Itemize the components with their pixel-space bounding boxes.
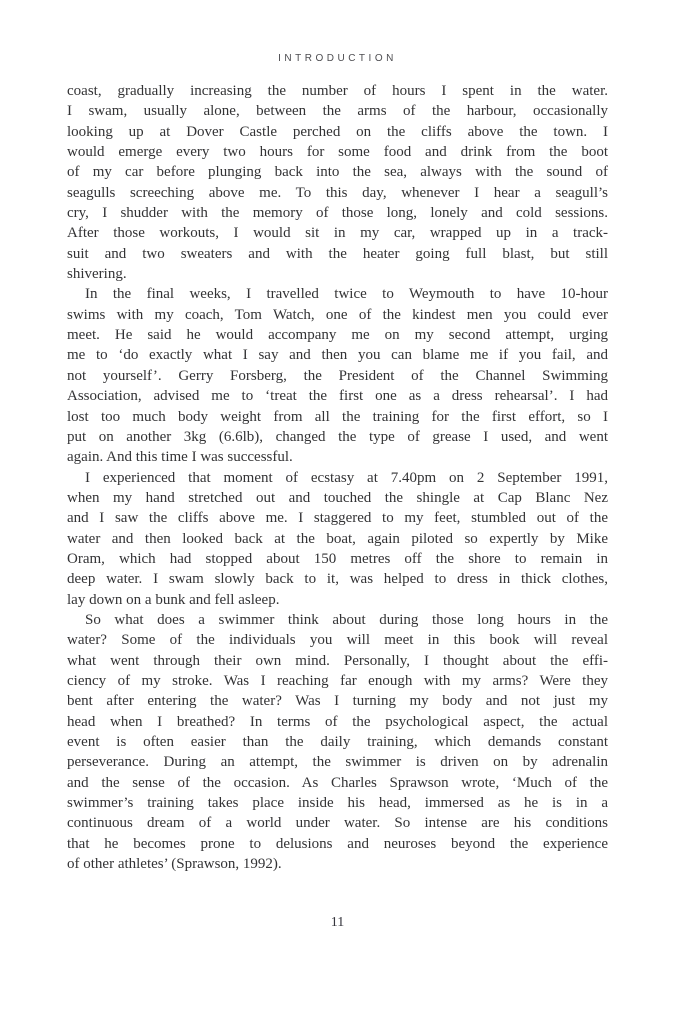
text-line: swims with my coach, Tom Watch, one of the kindest men you could ever	[67, 306, 608, 323]
text-line: deep water. I swam slowly back to it, was helped to dress in thick clothes,	[67, 571, 608, 588]
text-line: would emerge every two hours for some food and drink from the boot	[67, 144, 608, 161]
text-line: lost too much body weight from all the training for the first effort, so I	[67, 408, 608, 425]
text-line: that he becomes prone to delusions and neuroses beyond the experience	[67, 835, 608, 852]
paragraph-2	[67, 284, 608, 467]
paragraph-1	[67, 81, 608, 284]
paragraph-4	[67, 610, 608, 874]
text-line: swimmer’s training takes place inside his head, immersed as he is in a	[67, 795, 608, 812]
text-line: Oram, which had stopped about 150 metres off the shore to remain in	[67, 550, 608, 567]
text-line: what went through their own mind. Personally, I thought about the effi-	[67, 652, 608, 669]
text-line: of other athletes’ (Sprawson, 1992).	[67, 856, 282, 873]
text-line: perseverance. During an attempt, the swimmer is driven on by adrenalin	[67, 754, 608, 771]
text-line: shivering.	[67, 266, 127, 283]
text-line: I swam, usually alone, between the arms of the harbour, occasionally	[67, 103, 608, 120]
text-line: put on another 3kg (6.6lb), changed the type of grease I used, and went	[67, 428, 608, 445]
text-line: continuous dream of a world under water. So intense are his conditions	[67, 815, 608, 832]
text-line: not yourself’. Gerry Forsberg, the President of the Channel Swimming	[67, 367, 608, 384]
text-line: and I saw the cliffs above me. I staggered to my feet, stumbled out of the	[67, 510, 608, 527]
page-number: 11	[330, 915, 345, 930]
text-line: of my car before plunging back into the sea, always with the sound of	[67, 164, 608, 181]
text-line: event is often easier than the daily training, which demands constant	[67, 734, 608, 750]
text-line: suit and two sweaters and with the heater going full blast, but still	[67, 245, 608, 262]
text-line: seagulls screeching above me. To this day, whenever I hear a seagull’s	[67, 184, 608, 201]
text-line: So what does a swimmer think about during those long hours in the	[85, 611, 608, 628]
body-text	[67, 81, 608, 874]
text-line: again. And this time I was successful.	[67, 449, 293, 466]
text-line: After those workouts, I would sit in my car, wrapped up in a track-	[67, 225, 608, 242]
text-line: coast, gradually increasing the number of hours I spent in the water.	[67, 83, 608, 99]
text-line: meet. He said he would accompany me on my second attempt, urging	[67, 327, 608, 344]
text-line: lay down on a bunk and fell asleep.	[67, 591, 280, 608]
text-line: cry, I shudder with the memory of those long, lonely and cold sessions.	[67, 205, 608, 222]
text-line: looking up at Dover Castle perched on the cliffs above the town. I	[67, 123, 608, 140]
text-line: water and then looked back at the boat, again piloted so expertly by Mike	[67, 530, 608, 547]
text-line: when my hand stretched out and touched the shingle at Cap Blanc Nez	[67, 489, 608, 506]
text-line: bent after entering the water? Was I turning my body and not just my	[67, 693, 608, 710]
text-line: and the sense of the occasion. As Charles Sprawson wrote, ‘Much of the	[67, 774, 608, 791]
text-line: In the final weeks, I travelled twice to Weymouth to have 10-hour	[85, 286, 608, 303]
paragraph-3	[67, 468, 608, 610]
text-line: head when I breathed? In terms of the psychological aspect, the actual	[67, 713, 608, 730]
text-line: ciency of my stroke. Was I reaching far enough with my arms? Were they	[67, 672, 608, 689]
text-line: me to ‘do exactly what I say and then you can blame me if you fail, and	[67, 347, 608, 364]
running-head: INTRODUCTION	[278, 53, 397, 64]
text-line: water? Some of the individuals you will meet in this book will reveal	[67, 632, 608, 649]
text-line: I experienced that moment of ecstasy at 7.40pm on 2 September 1991,	[85, 469, 608, 486]
text-line: Association, advised me to ‘treat the first one as a dress rehearsal’. I had	[67, 388, 608, 405]
